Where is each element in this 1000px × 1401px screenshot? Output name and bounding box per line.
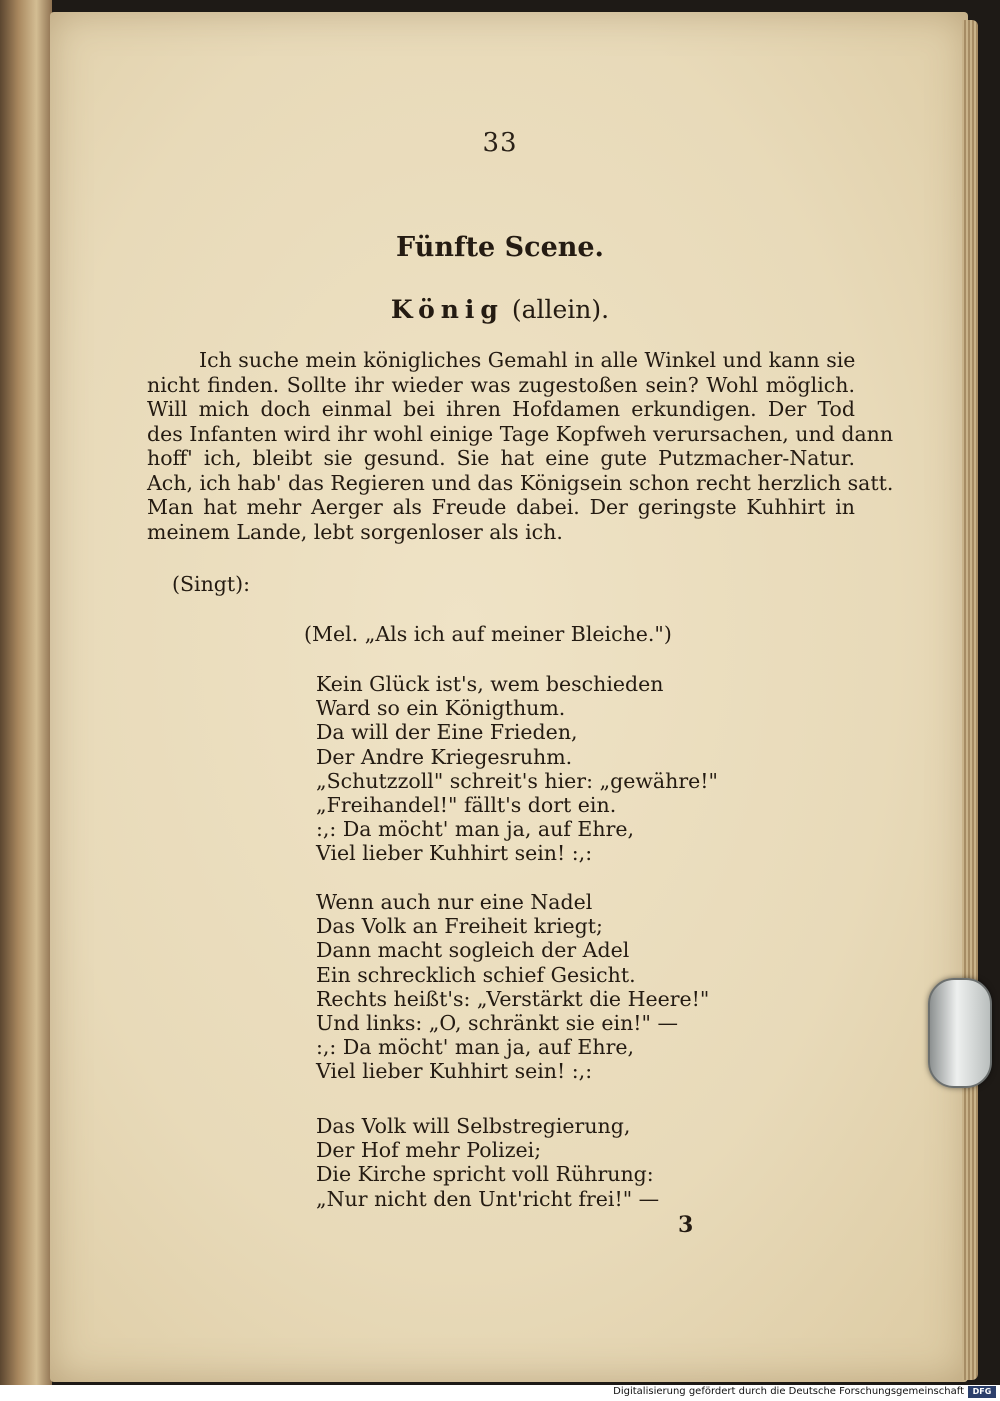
verse-line: Der Hof mehr Polizei; xyxy=(316,1138,542,1163)
verse-line: „Freihandel!" fällt's dort ein. xyxy=(316,793,617,818)
character-heading xyxy=(0,295,1000,324)
verse-line: „Schutzzoll" schreit's hier: „gewähre!" xyxy=(316,768,718,793)
prose-line: Ich suche mein königliches Gemahl in alle Winkel und kann sie xyxy=(199,348,856,372)
song-stanza-3 xyxy=(316,1114,659,1211)
prose-paragraph xyxy=(147,348,894,544)
stage-direction: (Singt): xyxy=(172,572,251,596)
verse-line: Kein Glück ist's, wem beschieden xyxy=(316,672,664,696)
footer-credit: Digitalisierung gefördert durch die Deutsche Forschungsgemeinschaft xyxy=(613,1386,964,1397)
verse-line: Rechts heißt's: „Verstärkt die Heere!" xyxy=(316,986,710,1011)
character-name: König xyxy=(390,295,504,324)
verse-line: Da will der Eine Frieden, xyxy=(316,720,578,745)
page-fore-edge xyxy=(962,20,978,1380)
dfg-logo-icon: DFG xyxy=(968,1386,996,1398)
verse-line: Das Volk an Freiheit kriegt; xyxy=(316,914,603,939)
signature-mark: 3 xyxy=(678,1212,694,1238)
page-number: 33 xyxy=(482,128,518,158)
prose-line: des Infanten wird ihr wohl einige Tage Kopfweh verursachen, und dann xyxy=(147,421,894,446)
prose-line: hoff' ich, bleibt sie gesund. Sie hat eine gute Putzmacher-Natur. xyxy=(147,446,855,470)
verse-line: :,: Da möcht' man ja, auf Ehre, xyxy=(316,1035,635,1060)
page-clip xyxy=(928,978,992,1088)
adjacent-page-edge xyxy=(0,0,52,1385)
verse-line: Ward so ein Königthum. xyxy=(316,696,566,721)
verse-line: Der Andre Kriegesruhm. xyxy=(316,744,573,769)
verse-line: Wenn auch nur eine Nadel xyxy=(316,890,593,914)
character-note: (allein). xyxy=(511,295,610,324)
verse-line: Viel lieber Kuhhirt sein! :,: xyxy=(316,1059,593,1084)
song-stanza-2 xyxy=(316,890,709,1084)
verse-line: Ein schrecklich schief Gesicht. xyxy=(316,962,636,987)
verse-line: Das Volk will Selbstregierung, xyxy=(316,1114,631,1138)
verse-line: „Nur nicht den Unt'richt frei!" — xyxy=(316,1186,660,1211)
melody-note: (Mel. „Als ich auf meiner Bleiche.") xyxy=(304,622,672,646)
verse-line: Und links: „O, schränkt sie ein!" — xyxy=(316,1011,678,1036)
verse-line: Die Kirche spricht voll Rührung: xyxy=(316,1162,654,1187)
verse-line: :,: Da möcht' man ja, auf Ehre, xyxy=(316,817,635,842)
song-stanza-1 xyxy=(316,672,718,866)
prose-line: Ach, ich hab' das Regieren und das Königsein schon recht herzlich satt. xyxy=(147,470,894,495)
verse-line: Dann macht sogleich der Adel xyxy=(316,938,630,963)
scene-title: Fünfte Scene. xyxy=(396,232,604,263)
prose-line: meinem Lande, lebt sorgenloser als ich. xyxy=(147,519,563,544)
prose-line: Will mich doch einmal bei ihren Hofdamen erkundigen. Der Tod xyxy=(147,397,855,421)
prose-line: nicht finden. Sollte ihr wieder was zugestoßen sein? Wohl möglich. xyxy=(147,372,855,397)
verse-line: Viel lieber Kuhhirt sein! :,: xyxy=(316,841,593,866)
prose-line: Man hat mehr Aerger als Freude dabei. Der geringste Kuhhirt in xyxy=(147,495,855,519)
